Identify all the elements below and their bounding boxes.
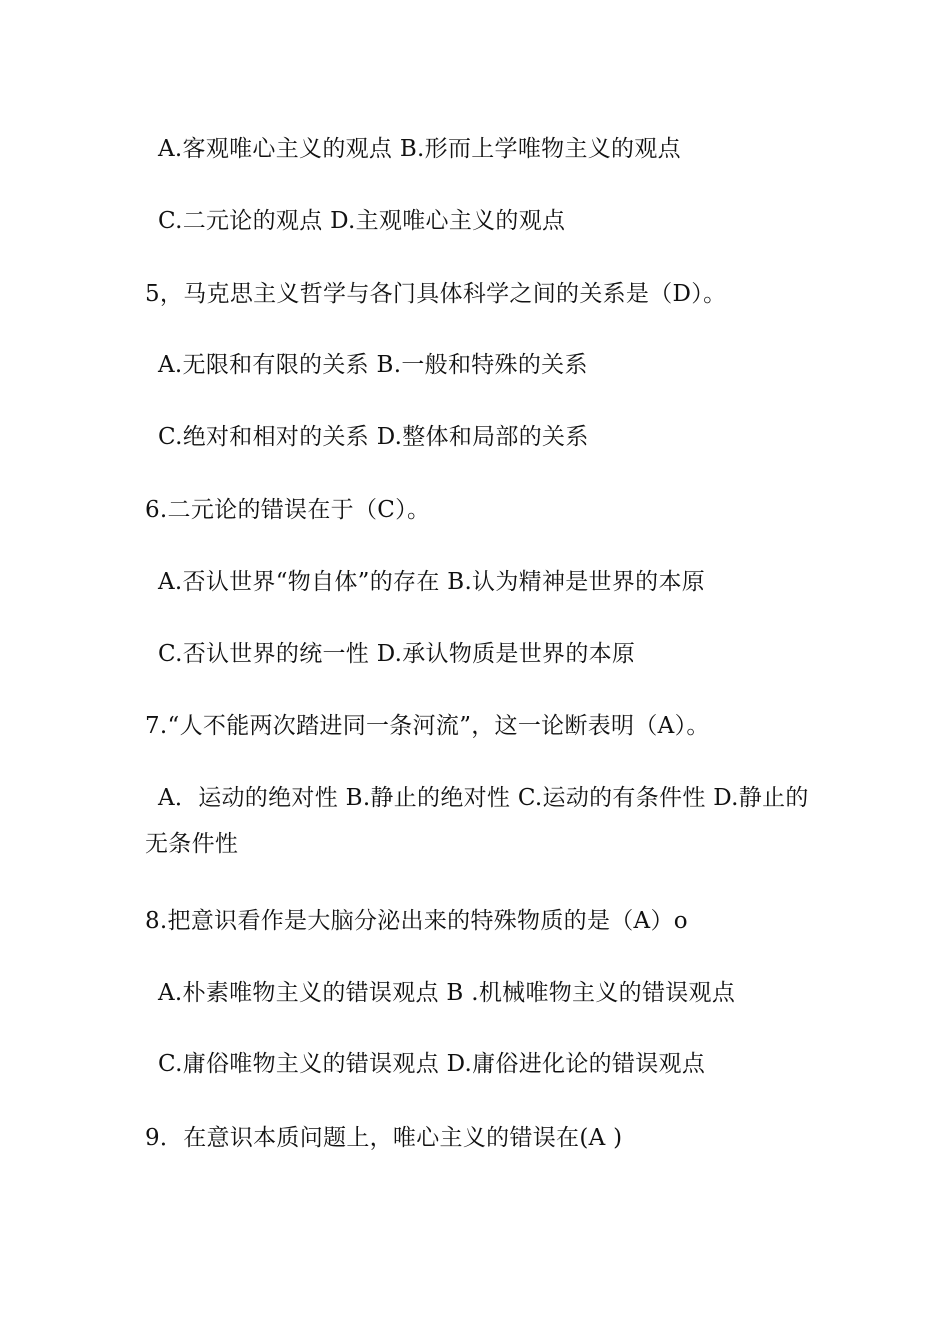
question-7: 7.“人不能两次踏进同一条河流”，这一论断表明（A）。: [145, 713, 710, 739]
question-6: 6.二元论的错误在于（C）。: [145, 497, 431, 523]
question-8: 8.把意识看作是大脑分泌出来的特殊物质的是（A）o: [145, 908, 688, 934]
option-line-8cd: C.庸俗唯物主义的错误观点 D.庸俗进化论的错误观点: [158, 1051, 706, 1077]
option-line-6ab: A.否认世界“物自体”的存在 B.认为精神是世界的本原: [158, 569, 706, 595]
option-line-6cd: C.否认世界的统一性 D.承认物质是世界的本原: [158, 641, 636, 667]
option-line-5cd: C.绝对和相对的关系 D.整体和局部的关系: [158, 424, 589, 450]
option-line-7abcd: A．运动的绝对性 B.静止的绝对性 C.运动的有条件性 D.静止的无条件性: [145, 785, 809, 857]
option-line-8ab: A.朴素唯物主义的错误观点 B .机械唯物主义的错误观点: [158, 980, 736, 1006]
option-line-4cd: C.二元论的观点 D.主观唯心主义的观点: [158, 208, 566, 234]
question-5: 5，马克思主义哲学与各门具体科学之间的关系是（D）。: [145, 281, 727, 307]
option-line-4ab: A.客观唯心主义的观点 B.形而上学唯物主义的观点: [158, 136, 681, 162]
option-line-5ab: A.无限和有限的关系 B.一般和特殊的关系: [158, 352, 588, 378]
question-9: 9．在意识本质问题上，唯心主义的错误在(A ): [145, 1125, 623, 1151]
